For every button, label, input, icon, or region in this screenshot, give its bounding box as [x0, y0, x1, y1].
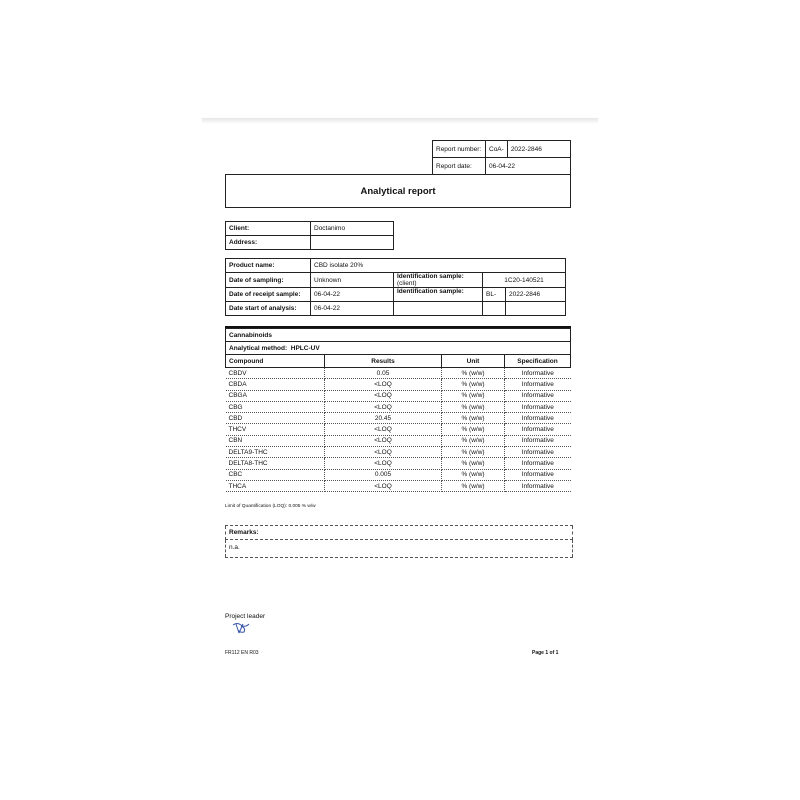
result-row	[226, 480, 571, 491]
specification-cell: Informative	[505, 480, 571, 491]
unit-cell: % (w/w)	[442, 390, 505, 401]
result-cell: <LOQ	[325, 447, 442, 458]
compound-cell: CBGA	[226, 390, 325, 401]
id-client-label	[394, 273, 483, 288]
compound-cell: CBDA	[226, 379, 325, 390]
specification-cell: Informative	[505, 447, 571, 458]
client-value: Doctanimo	[311, 222, 394, 236]
header-compound: Compound	[226, 355, 325, 368]
unit-cell: % (w/w)	[442, 480, 505, 491]
results-rows	[226, 368, 571, 492]
receipt-label: Date of receipt sample:	[226, 288, 311, 302]
id-sample-value: 2022-2846	[506, 288, 566, 302]
header-specification: Specification	[505, 355, 571, 368]
analysis-value: 06-04-22	[311, 302, 394, 316]
section-title: Cannabinoids	[226, 329, 571, 342]
result-row	[226, 447, 571, 458]
result-row	[226, 469, 571, 480]
compound-cell: DELTA9-THC	[226, 447, 325, 458]
form-code: FR112 EN R03	[225, 650, 259, 656]
results-section	[225, 326, 571, 492]
loq-note: Limit of Quantification (LOQ): 0.005 % w/w	[225, 504, 316, 509]
specification-cell: Informative	[505, 401, 571, 412]
result-row	[226, 424, 571, 435]
id-client-label-text: Identification sample:	[397, 273, 464, 280]
specification-cell: Informative	[505, 435, 571, 446]
compound-cell: CBC	[226, 469, 325, 480]
result-cell: <LOQ	[325, 401, 442, 412]
compound-cell: CBDV	[226, 368, 325, 379]
report-meta-table	[432, 140, 571, 175]
address-label: Address:	[226, 236, 311, 250]
compound-cell: THCA	[226, 480, 325, 491]
compound-cell: DELTA8-THC	[226, 458, 325, 469]
receipt-value: 06-04-22	[311, 288, 394, 302]
result-cell: <LOQ	[325, 379, 442, 390]
specification-cell: Informative	[505, 379, 571, 390]
unit-cell: % (w/w)	[442, 435, 505, 446]
report-date-value: 06-04-22	[486, 158, 571, 175]
page-top-shadow	[202, 118, 598, 124]
compound-cell: THCV	[226, 424, 325, 435]
compound-cell: CBG	[226, 401, 325, 412]
method-label: Analytical method:	[229, 344, 288, 352]
id-client-value: 1C20-140521	[483, 273, 566, 288]
results-table	[225, 328, 571, 492]
result-row	[226, 435, 571, 446]
product-value: CBD isolate 20%	[311, 259, 566, 273]
header-results: Results	[325, 355, 442, 368]
result-row	[226, 413, 571, 424]
result-row	[226, 401, 571, 412]
analysis-label: Date start of analysis:	[226, 302, 311, 316]
unit-cell: % (w/w)	[442, 424, 505, 435]
unit-cell: % (w/w)	[442, 379, 505, 390]
remarks-value: n.a.	[225, 540, 573, 557]
result-cell: <LOQ	[325, 435, 442, 446]
specification-cell: Informative	[505, 390, 571, 401]
unit-cell: % (w/w)	[442, 401, 505, 412]
specification-cell: Informative	[505, 413, 571, 424]
analytical-method	[226, 342, 571, 355]
id-client-sub: (client)	[397, 280, 417, 287]
client-table	[225, 221, 394, 250]
header-unit: Unit	[442, 355, 505, 368]
specification-cell: Informative	[505, 469, 571, 480]
result-row	[226, 390, 571, 401]
result-cell: 0.005	[325, 469, 442, 480]
compound-cell: CBD	[226, 413, 325, 424]
remarks-label: Remarks:	[225, 526, 573, 540]
report-number-prefix: CoA-	[486, 141, 508, 158]
address-value	[311, 236, 394, 250]
unit-cell: % (w/w)	[442, 413, 505, 424]
unit-cell: % (w/w)	[442, 458, 505, 469]
result-row	[226, 368, 571, 379]
report-title: Analytical report	[225, 174, 571, 208]
signature-icon	[232, 621, 250, 635]
id-sample-prefix: BL-	[483, 288, 506, 302]
result-cell: 0.05	[325, 368, 442, 379]
project-leader-label: Project leader	[225, 613, 266, 620]
product-label: Product name:	[226, 259, 311, 273]
result-cell: <LOQ	[325, 458, 442, 469]
result-row	[226, 379, 571, 390]
sampling-value: Unknown	[311, 273, 394, 288]
result-row	[226, 458, 571, 469]
report-date-label: Report date:	[433, 158, 486, 175]
unit-cell: % (w/w)	[442, 368, 505, 379]
method-value: HPLC-UV	[290, 344, 320, 352]
result-cell: 20.45	[325, 413, 442, 424]
compound-cell: CBN	[226, 435, 325, 446]
specification-cell: Informative	[505, 458, 571, 469]
report-number-label: Report number:	[433, 141, 486, 158]
report-number-value: 2022-2846	[507, 141, 570, 158]
result-cell: <LOQ	[325, 390, 442, 401]
specification-cell: Informative	[505, 424, 571, 435]
result-cell: <LOQ	[325, 480, 442, 491]
sampling-label: Date of sampling:	[226, 273, 311, 288]
client-label: Client:	[226, 222, 311, 236]
page-number: Page 1 of 1	[532, 650, 559, 656]
id-sample-label: Identification sample:	[394, 288, 483, 302]
sample-table	[225, 258, 566, 316]
unit-cell: % (w/w)	[442, 469, 505, 480]
specification-cell: Informative	[505, 368, 571, 379]
unit-cell: % (w/w)	[442, 447, 505, 458]
remarks-box	[225, 525, 573, 558]
result-cell: <LOQ	[325, 424, 442, 435]
